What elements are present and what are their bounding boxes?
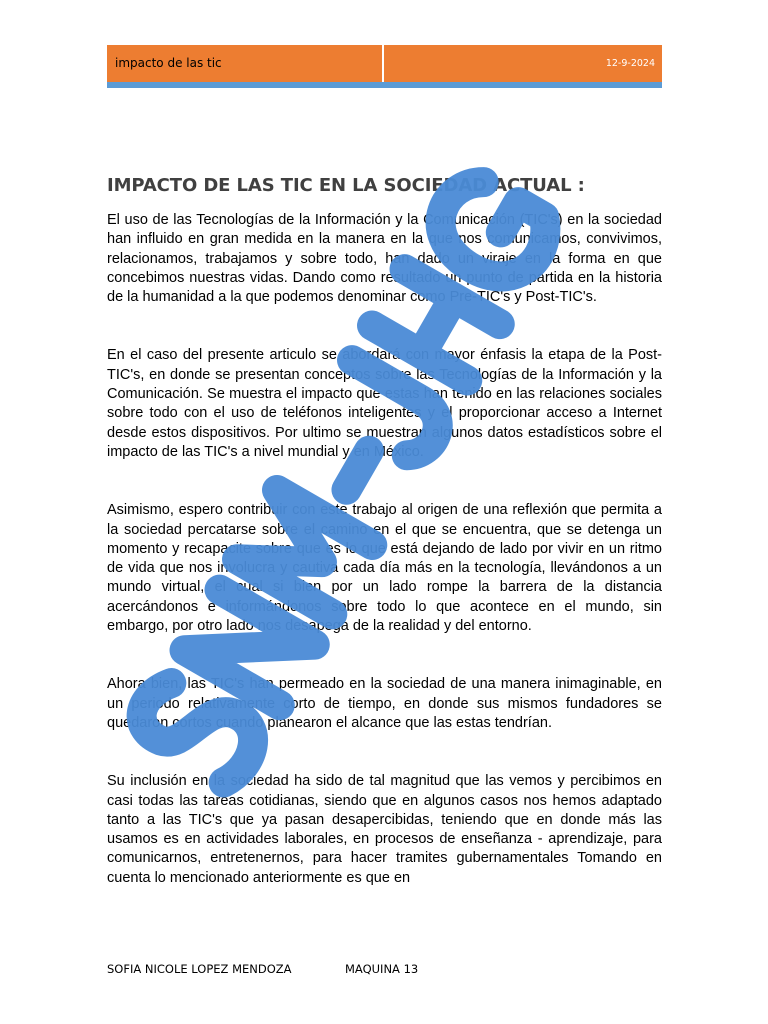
paragraph: Ahora bien, las TIC's han permeado en la sociedad de una manera inimaginable, en un periodo relativamente corto de tiempo, en donde sus mismos fundadores se quedaron cortos cuando planearon el alcance que las estas tendrían. [107,676,662,731]
footer-machine: MAQUINA 13 [345,962,419,976]
header-left-cell [107,45,384,82]
footer-author: SOFIA NICOLE LOPEZ MENDOZA [107,962,292,976]
paragraph: Asimismo, espero contribuir con este trabajo al origen de una reflexión que permita a la sociedad percatarse sobre el camino en el que se encuentra, que se detenga un momento y recapacite sobre que es lo que está dejando de lado por vivir en un ritmo de vida que nos involucra y cautiva cada día más en la tecnología, llevándonos a un mundo virtual, el cual si bien por un lado rompe la barrera de la distancia acercándonos e informándonos sobre todo lo que acontece en el mundo, sin embargo, por otro lado nos desapega de la realidad y del entorno. [107,502,662,635]
paragraph: En el caso del presente articulo se abordará con mayor énfasis la etapa de la Post-TIC's, en donde se presentan conceptos sobre las Tecnologías de la Información y la Comunicación. Se muestra el impacto que estas han tenido en las relaciones sociales sobre todo con el uso de teléfonos inteligentes y el proporcionar acceso a Internet desde estos dispositivos. Por ultimo se muestran algunos datos estadísticos sobre el impacto de las TIC's a nivel mundial y en México. [107,347,662,460]
header-date: 12-9-2024 [605,58,655,69]
page-header [107,45,662,82]
paragraph: El uso de las Tecnologías de la Información y la Comunicación (TIC's) en la sociedad han influido en gran medida en la manera en la que nos comunicamos, convivimos, relacionamos, trabajamos y sobre todo, han dado un viraje en la forma en que concebimos nuestras vidas. Dando como resultado un punto de partida en la historia de la humanidad a la que podemos denominar como Pre-TIC's y Post-TIC's. [107,212,662,306]
header-title: impacto de las tic [115,56,222,70]
document-body [107,211,662,927]
header-right-cell [384,45,662,82]
paragraph: Su inclusión en la sociedad ha sido de tal magnitud que las vemos y percibimos en casi todas las tareas cotidianas, siendo que en algunos casos nos hemos adaptado tanto a las TIC's que ya pasan desapercibidas, teniendo que en donde más las usamos es en actividades laborales, en procesos de enseñanza - aprendizaje, para comunicarnos, entretenernos, para hacer tramites gubernamentales Tomando en cuenta lo mencionado anteriormente es que en [107,773,662,886]
header-rule [107,82,662,88]
document-title: IMPACTO DE LAS TIC EN LA SOCIEDAD ACTUAL : [107,175,585,196]
